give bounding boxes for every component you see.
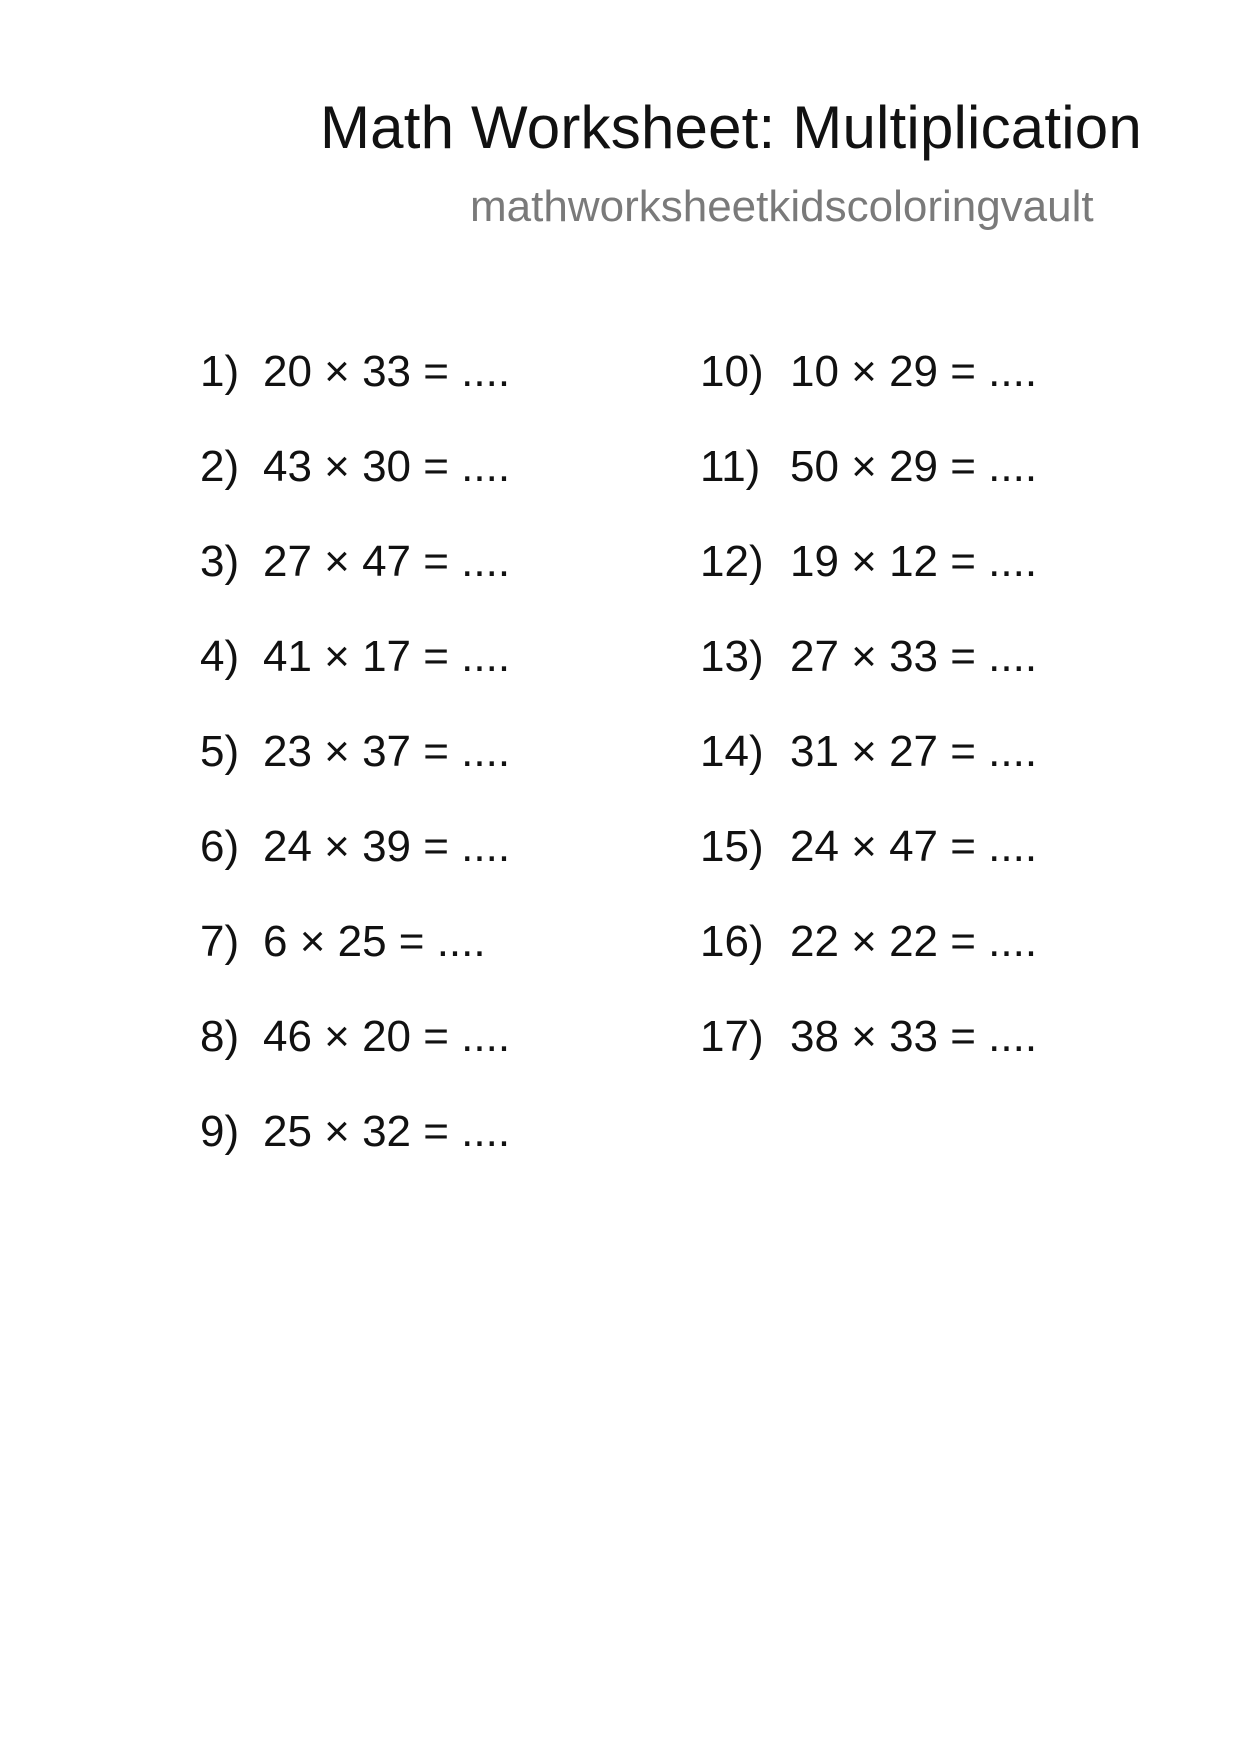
page-title: Math Worksheet: Multiplication xyxy=(320,94,1142,161)
problem-number: 16) xyxy=(700,917,764,966)
problem-expression: 27 × 33 = .... xyxy=(790,632,1038,681)
problem-item xyxy=(700,347,1038,445)
problem-number: 3) xyxy=(200,537,240,586)
problem-expression: 19 × 12 = .... xyxy=(790,537,1038,586)
problem-number: 17) xyxy=(700,1012,764,1061)
site-watermark: mathworksheetkidscoloringvault xyxy=(470,182,1094,231)
problem-item xyxy=(700,822,1038,920)
problem-expression: 31 × 27 = .... xyxy=(790,727,1038,776)
problem-number: 14) xyxy=(700,727,764,776)
problem-item xyxy=(200,917,510,1015)
problem-expression: 20 × 33 = .... xyxy=(263,347,511,396)
problem-column-right xyxy=(700,347,1038,1110)
problem-item xyxy=(200,537,511,635)
problem-expression: 6 × 25 = .... xyxy=(263,917,486,966)
problem-item xyxy=(700,442,1038,540)
problem-expression: 46 × 20 = .... xyxy=(263,1012,511,1061)
problem-item xyxy=(200,1012,511,1110)
problem-item xyxy=(700,917,1038,1015)
problem-item xyxy=(200,347,511,445)
problem-item xyxy=(200,1107,511,1205)
problem-expression: 22 × 22 = .... xyxy=(790,917,1038,966)
problem-number: 9) xyxy=(200,1107,240,1156)
problem-number: 7) xyxy=(200,917,240,966)
problem-item xyxy=(200,727,511,825)
problem-expression: 24 × 47 = .... xyxy=(790,822,1038,871)
problem-expression: 38 × 33 = .... xyxy=(790,1012,1038,1061)
problem-item xyxy=(700,537,1038,635)
problem-number: 13) xyxy=(700,632,764,681)
problem-number: 5) xyxy=(200,727,240,776)
problem-number: 11) xyxy=(700,442,761,491)
problem-item xyxy=(700,1012,1038,1110)
problem-item xyxy=(200,822,511,920)
problem-expression: 23 × 37 = .... xyxy=(263,727,511,776)
problem-expression: 41 × 17 = .... xyxy=(263,632,511,681)
problem-expression: 10 × 29 = .... xyxy=(790,347,1038,396)
problem-number: 1) xyxy=(200,347,240,396)
problem-number: 6) xyxy=(200,822,240,871)
problem-expression: 25 × 32 = .... xyxy=(263,1107,511,1156)
problem-number: 12) xyxy=(700,537,764,586)
problem-expression: 24 × 39 = .... xyxy=(263,822,511,871)
problem-number: 4) xyxy=(200,632,240,681)
problem-number: 8) xyxy=(200,1012,240,1061)
problem-item xyxy=(200,442,511,540)
problem-column-left xyxy=(200,347,511,1205)
problem-expression: 43 × 30 = .... xyxy=(263,442,511,491)
problem-expression: 27 × 47 = .... xyxy=(263,537,511,586)
problem-number: 2) xyxy=(200,442,240,491)
problem-expression: 50 × 29 = .... xyxy=(790,442,1038,491)
problem-item xyxy=(200,632,511,730)
problem-item xyxy=(700,632,1038,730)
problem-item xyxy=(700,727,1038,825)
problem-number: 15) xyxy=(700,822,764,871)
problem-number: 10) xyxy=(700,347,764,396)
